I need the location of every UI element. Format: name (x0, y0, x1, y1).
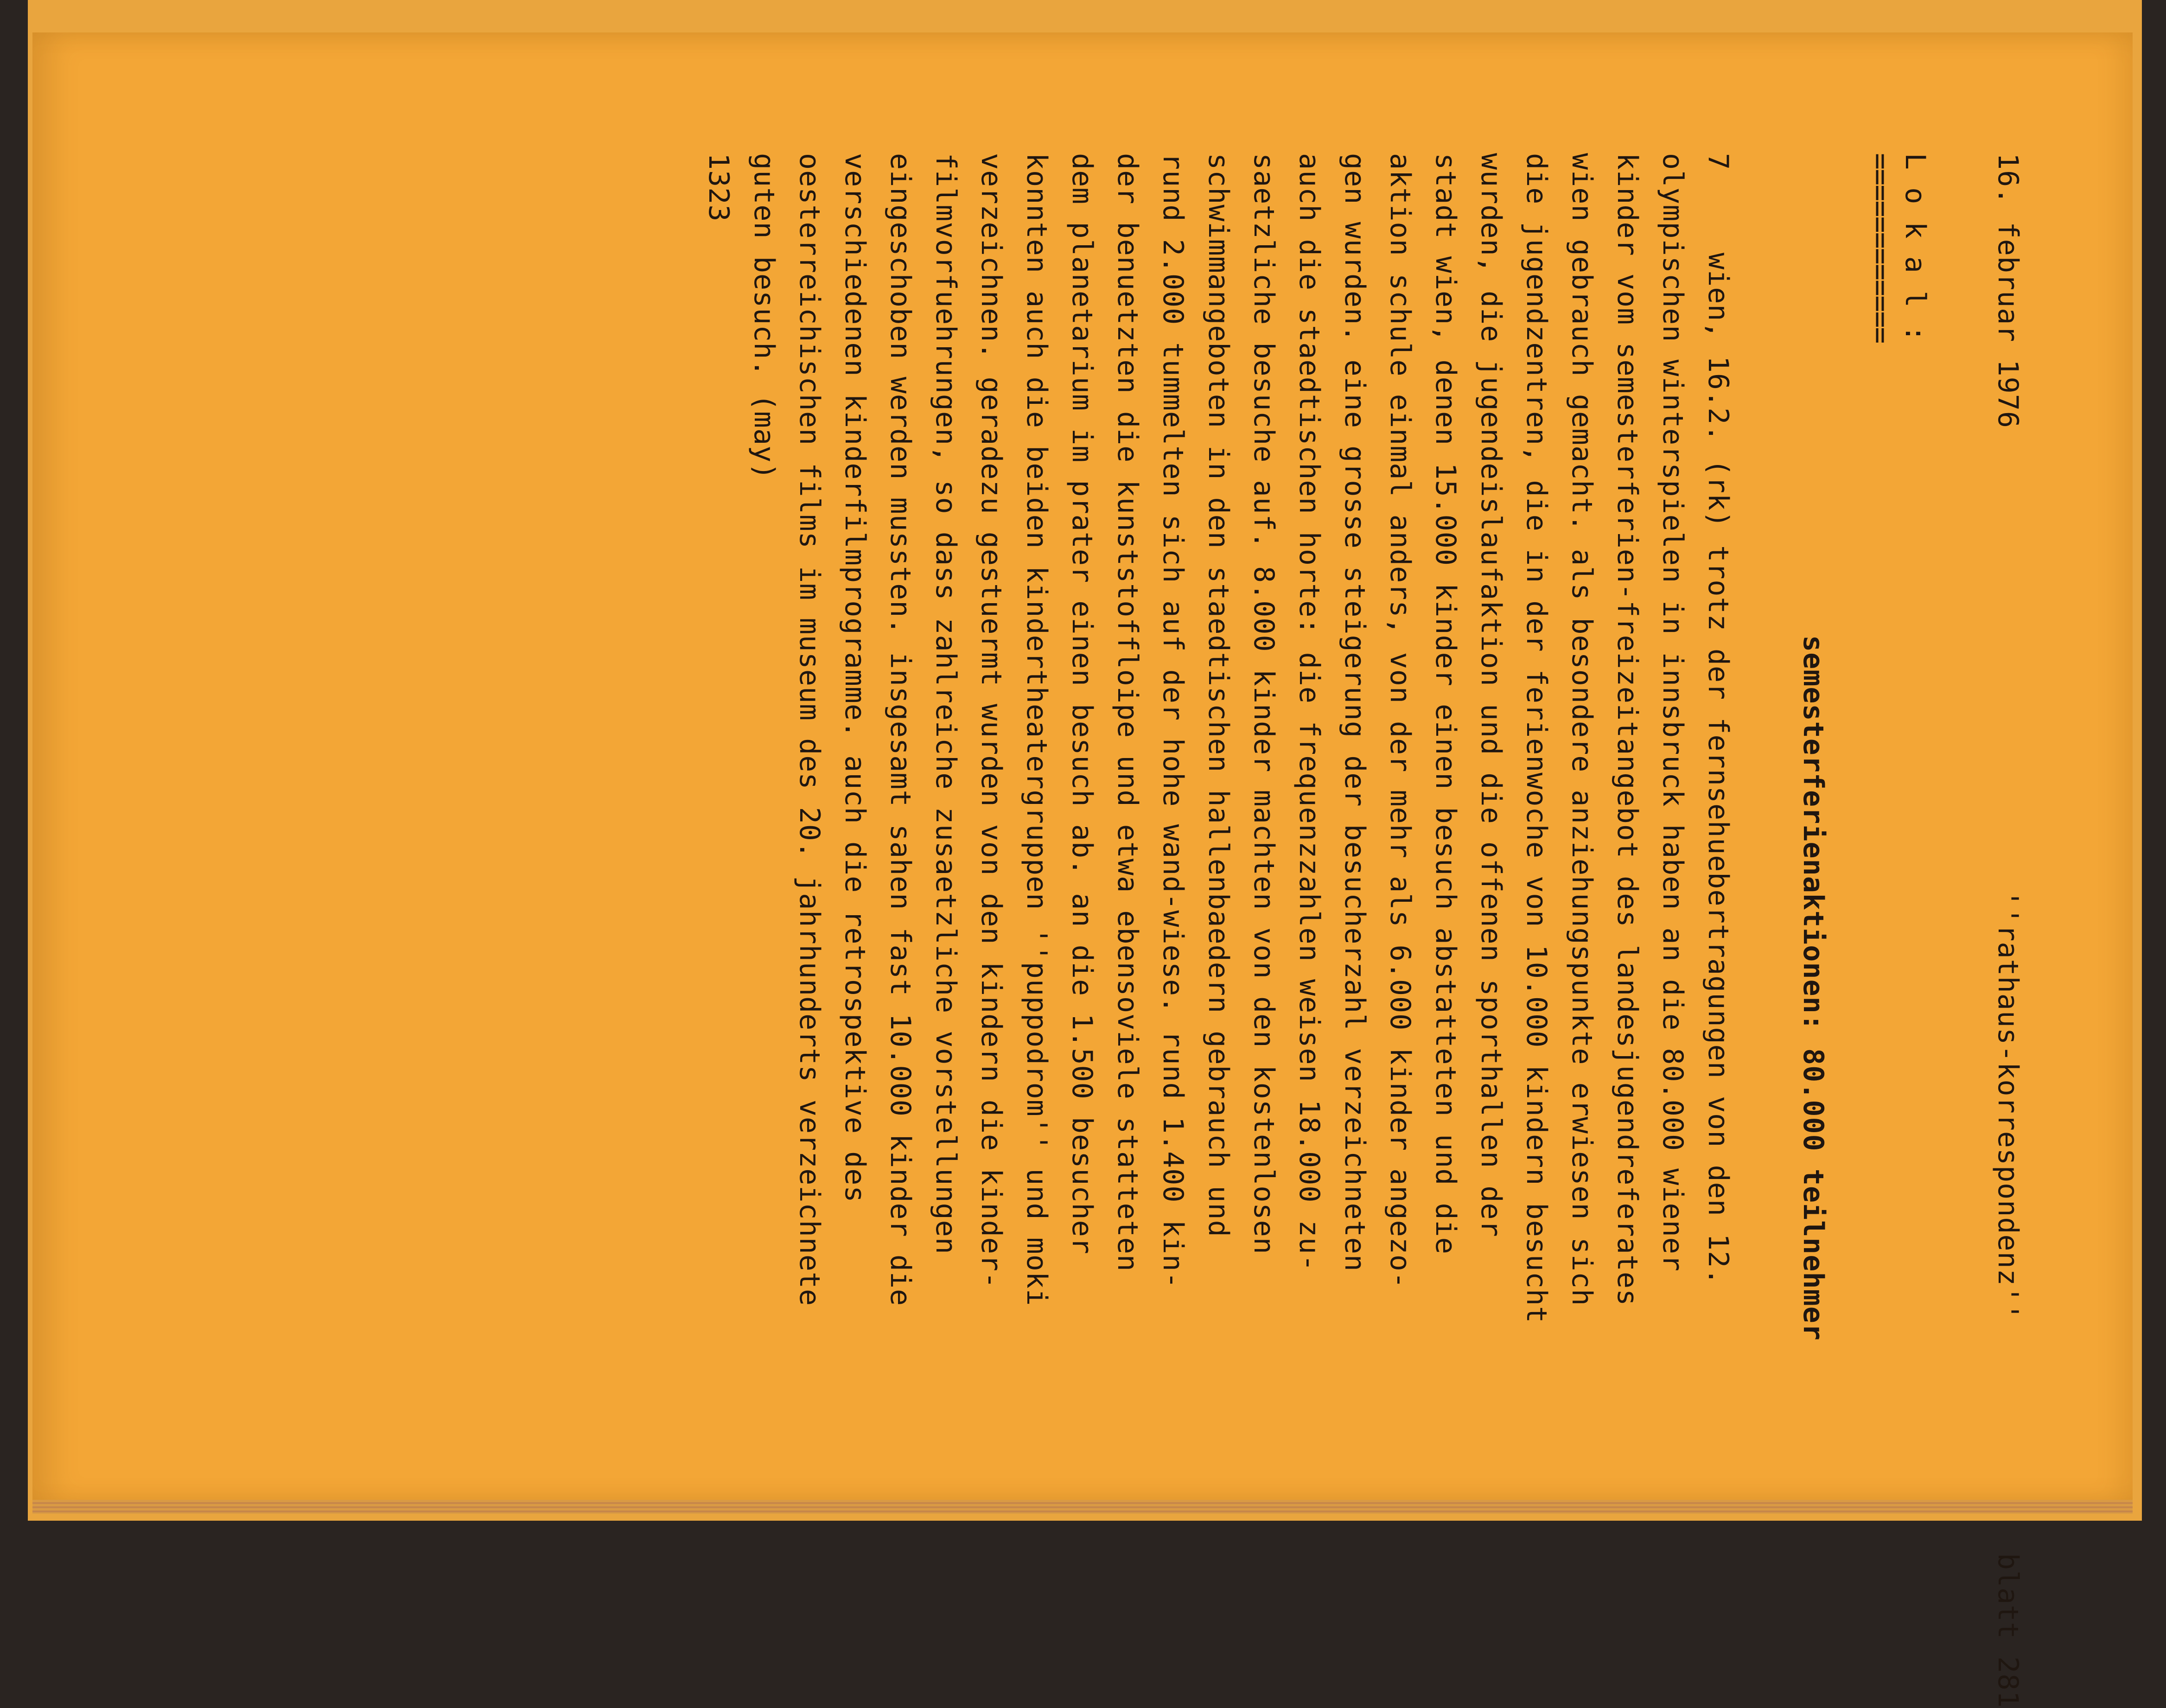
header-date: 16. februar 1976 (1992, 153, 2024, 428)
article-line: rund 2.000 tummelten sich auf der hohe wand-wiese. rund 1.400 kin- (1157, 153, 1189, 1289)
article-line: saetzliche besuche auf. 8.000 kinder machten von den kostenlosen (1248, 153, 1280, 1255)
article-line: schwimmangeboten in den staedtischen hallenbaedern gebrauch und (1202, 153, 1235, 1237)
page-edges (32, 1500, 2133, 1514)
typed-text-block (454, 153, 2031, 1708)
article-line: aktion schule einmal anders, von der mehr als 6.000 kinder angezo- (1384, 153, 1416, 1289)
header-publication: ''rathaus-korrespondenz'' (1992, 890, 2024, 1321)
article-line: auch die staedtischen horte: die frequenzzahlen weisen 18.000 zu- (1293, 153, 1325, 1272)
section-underline: ============ (1864, 153, 1897, 343)
article-number: 7 (1702, 153, 1734, 171)
article-line: wurden, die jugendeislaufaktion und die offenen sporthallen der (1475, 153, 1507, 1237)
article-line: verzeichnen. geradezu gestuermt wurden von den kindern die kinder- (975, 153, 1007, 1289)
article-line: kinder vom semesterferien-freizeitangebot des landesjugendreferates (1611, 153, 1644, 1306)
article-line: wien gebrauch gemacht. als besondere anziehungspunkte erwiesen sich (1566, 153, 1598, 1306)
article-line: verschiedenen kinderfilmprogramme. auch die retrospektive des (839, 153, 871, 1203)
article-title: semesterferienaktionen: 80.000 teilnehmer (1797, 635, 1829, 1341)
article-line: konnten auch die beiden kindertheatergruppen ''puppodrom'' und moki (1020, 153, 1053, 1306)
header-sheet: blatt 281 (1992, 1553, 2024, 1708)
article-code: 1323 (702, 153, 735, 222)
article-line: filmvorfuehrungen, so dass zahlreiche zusaetzliche vorstellungen (930, 153, 962, 1255)
article-line: wien, 16.2. (rk) trotz der fernsehuebertragungen von den 12. (1702, 253, 1734, 1286)
section-label: L o k a l : (1899, 153, 1931, 343)
article-line: die jugendzentren, die in der ferienwoche von 10.000 kindern besucht (1520, 153, 1553, 1324)
article-line: oesterreichischen films im museum des 20. jahrhunderts verzeichnete (793, 153, 826, 1306)
article-line: der benuetzten die kunststoffloipe und etwa ebensoviele statteten (1111, 153, 1144, 1272)
article-line: guten besuch. (may) (748, 153, 780, 480)
article-line: eingeschoben werden mussten. insgesamt sahen fast 10.000 kinder die (884, 153, 917, 1306)
article-line: dem planetarium im prater einen besuch ab. an die 1.500 besucher (1066, 153, 1098, 1255)
article-line: gen wurden. eine grosse steigerung der besucherzahl verzeichneten (1338, 153, 1371, 1272)
article-line: stadt wien, denen 15.000 kinder einen besuch abstatteten und die (1429, 153, 1462, 1255)
article-line: olympischen winterspielen in innsbruck haben an die 80.000 wiener (1656, 153, 1689, 1272)
